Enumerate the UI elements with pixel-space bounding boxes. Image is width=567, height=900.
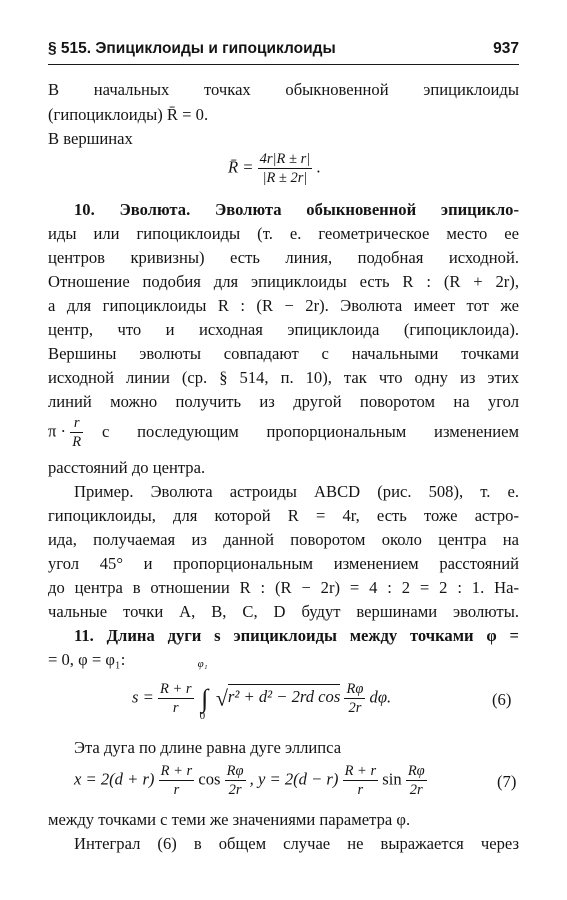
text-line: центр, что и исходная эпициклоида (гипоциклоида). bbox=[48, 320, 519, 339]
formula-vertex-curvature: R̄ = $\frac{4r|R \pm r|}{|R \pm 2r|}$ . bbox=[228, 151, 321, 186]
text-line: линий можно получить из другой поворотом на угол bbox=[48, 392, 519, 411]
text-line: между точками с теми же значениями параметра φ. bbox=[48, 810, 411, 829]
formula-rotation-angle: π · $\frac{r}{R}$ bbox=[48, 415, 82, 450]
text-line: до центра в отношении R : (R − 2r) = 4 : 2 = 2 : 1. На- bbox=[48, 578, 519, 597]
formula-ellipse: x = 2(d + r) $\frac{R + r}{r}$ cos $\frac{R\varphi}{2r}$ , y = 2(d − r) $\frac{R + r}{r}$ sin $\frac{R\varphi}{2r}$ bbox=[74, 763, 425, 798]
text-line: В начальных точках обыкновенной эпициклоиды bbox=[48, 80, 519, 99]
equation-number: (6) bbox=[492, 690, 512, 709]
text-line: 11. Длина дуги s эпициклоиды между точками φ = bbox=[74, 626, 519, 645]
text-line: иды или гипоциклоиды (т. е. геометрическое место ее bbox=[48, 224, 519, 243]
text-line: 10. Эволюта. Эволюта обыкновенной эпицикло- bbox=[74, 200, 519, 219]
text-line: Эта дуга по длине равна дуге эллипса bbox=[74, 738, 342, 757]
running-header bbox=[48, 40, 519, 62]
formula-arc-length: s = $\frac{R + r}{r}$ φ₁ ∫ 0 √r² + d² − 2rd cos $\frac{R\varphi}{2r}$ dφ. bbox=[132, 657, 392, 722]
text-line: = 0, φ = φ₁: bbox=[48, 650, 126, 669]
text-line: с последующим пропорциональным изменением bbox=[102, 422, 519, 441]
text-line: Отношение подобия для эпициклоиды есть R : (R + 2r), bbox=[48, 272, 519, 291]
text-line: Вершины эволюты совпадают с начальными точками bbox=[48, 344, 519, 363]
text-line: исходной линии (ср. § 514, п. 10), так что одну из этих bbox=[48, 368, 519, 387]
text-line: Интеграл (6) в общем случае не выражается через bbox=[74, 834, 519, 853]
header-rule bbox=[48, 64, 519, 65]
text-line: чальные точки A, B, C, D будут вершинами эволюты. bbox=[48, 602, 519, 621]
text-line: центров кривизны) есть линия, подобная исходной. bbox=[48, 248, 519, 267]
text-line: а для гипоциклоиды R : (R − 2r). Эволюта имеет тот же bbox=[48, 296, 519, 315]
text-line: гипоциклоиды, для которой R = 4r, есть тоже астро- bbox=[48, 506, 519, 525]
text-line: Пример. Эволюта астроиды ABCD (рис. 508), т. е. bbox=[74, 482, 519, 501]
text-line: ида, получаемая из данной поворотом около центра на bbox=[48, 530, 519, 549]
text-line: (гипоциклоиды) R̄ = 0. bbox=[48, 105, 209, 124]
section-title: § 515. Эпициклоиды и гипоциклоиды bbox=[48, 40, 336, 57]
text-line: угол 45° и пропорциональным изменением расстояний bbox=[48, 554, 519, 573]
equation-number: (7) bbox=[497, 772, 517, 791]
text-line: В вершинах bbox=[48, 129, 133, 148]
page-number: 937 bbox=[493, 40, 519, 57]
text-line: расстояний до центра. bbox=[48, 458, 206, 477]
